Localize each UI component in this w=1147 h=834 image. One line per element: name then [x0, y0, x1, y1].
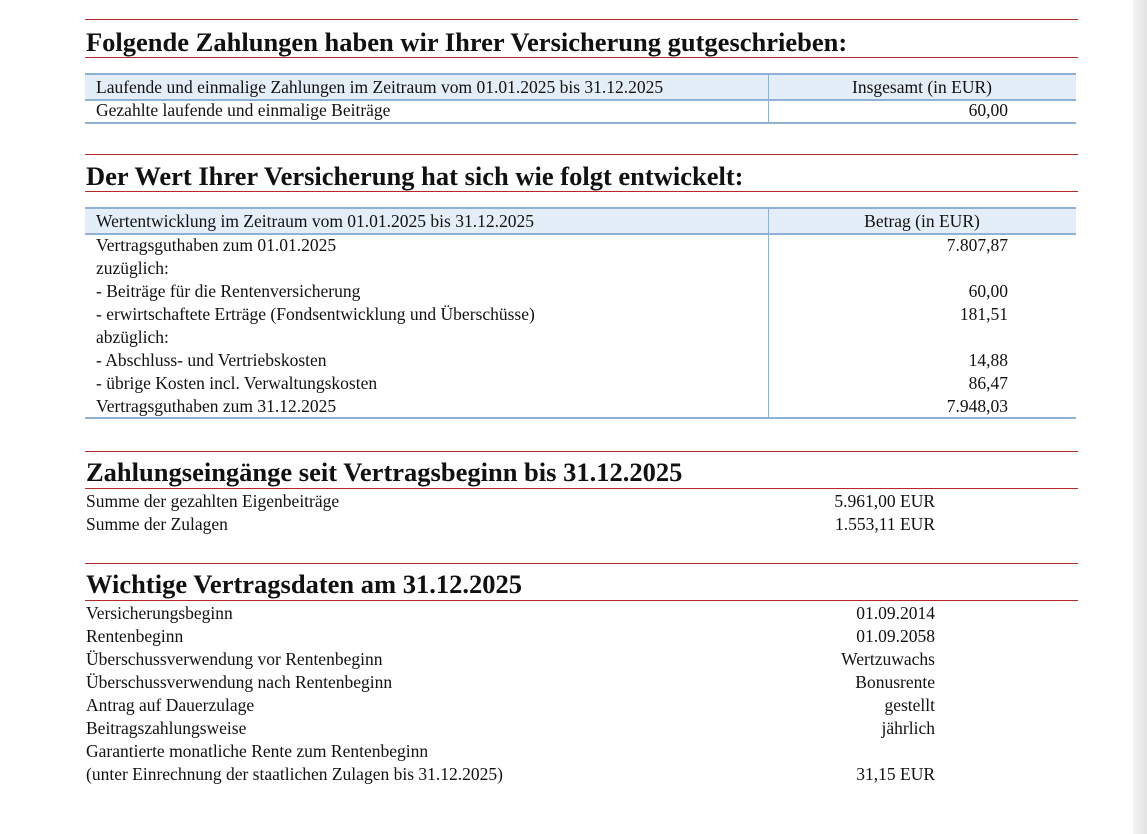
table-row: [85, 234, 1076, 257]
payments-table: [85, 73, 1076, 124]
payments-table-bottom-rule: [85, 122, 1076, 124]
section1-heading: Folgende Zahlungen haben wir Ihrer Versicherung gutgeschrieben:: [86, 27, 848, 57]
section3-rule-top: [85, 451, 1078, 452]
table-row: [85, 303, 1076, 326]
list-item: [86, 625, 936, 648]
table-row: [85, 280, 1076, 303]
section2-rule-bottom: [85, 191, 1078, 192]
item-label: Überschussverwendung vor Rentenbeginn: [86, 649, 383, 669]
list-item: [86, 602, 936, 625]
section1-rule-top: [85, 19, 1078, 20]
table-row: [85, 372, 1076, 395]
item-value: 5.961,00 EUR: [834, 491, 935, 511]
row-value: 181,51: [959, 304, 1008, 324]
list-item: [86, 490, 936, 513]
contract-data-list: [86, 602, 936, 786]
list-item: [86, 694, 936, 717]
list-item: [86, 513, 936, 536]
row-value: 60,00: [968, 100, 1008, 120]
row-label: Vertragsguthaben zum 31.12.2025: [96, 396, 337, 416]
value-table-bottom-rule: [85, 417, 1076, 419]
page-edge-shadow: [1133, 0, 1147, 834]
row-label: abzüglich:: [96, 327, 169, 347]
table-row: [85, 257, 1076, 280]
row-value: 60,00: [968, 281, 1008, 301]
list-item: [86, 740, 936, 763]
value-development-table: [85, 207, 1076, 419]
item-value: 01.09.2014: [856, 603, 935, 623]
payments-header-value: Insgesamt (in EUR): [852, 77, 992, 97]
row-value: 7.948,03: [946, 396, 1008, 416]
section1-rule-bottom: [85, 57, 1078, 58]
value-table-header: [85, 207, 1076, 235]
payments-table-header: [85, 73, 1076, 101]
item-label: Summe der Zulagen: [86, 514, 228, 534]
item-value: jährlich: [881, 718, 935, 738]
item-label: Überschussverwendung nach Rentenbeginn: [86, 672, 393, 692]
item-label: Beitragszahlungsweise: [86, 718, 247, 738]
item-value: gestellt: [884, 695, 935, 715]
section2-rule-top: [85, 154, 1078, 155]
value-header-value: Betrag (in EUR): [864, 211, 980, 231]
row-value: 86,47: [968, 373, 1008, 393]
section3-rule-bottom: [85, 488, 1078, 489]
table-row: [85, 99, 1076, 122]
item-value: 01.09.2058: [856, 626, 935, 646]
section4-rule-top: [85, 563, 1078, 564]
payments-header-label: Laufende und einmalige Zahlungen im Zeitraum vom 01.01.2025 bis 31.12.2025: [96, 77, 664, 97]
section2-heading: Der Wert Ihrer Versicherung hat sich wie folgt entwickelt:: [86, 161, 744, 191]
section4-heading: Wichtige Vertragsdaten am 31.12.2025: [86, 569, 522, 599]
list-item: [86, 671, 936, 694]
item-label: Antrag auf Dauerzulage: [86, 695, 255, 715]
row-label: zuzüglich:: [96, 258, 169, 278]
value-header-label: Wertentwicklung im Zeitraum vom 01.01.2025 bis 31.12.2025: [96, 211, 534, 231]
item-label: Rentenbeginn: [86, 626, 184, 646]
item-label: (unter Einrechnung der staatlichen Zulagen bis 31.12.2025): [86, 764, 503, 784]
item-label: Versicherungsbeginn: [86, 603, 233, 623]
table-row: [85, 395, 1076, 418]
payment-receipts-list: [86, 490, 936, 536]
row-value: 14,88: [968, 350, 1008, 370]
table-row: [85, 326, 1076, 349]
list-item: [86, 648, 936, 671]
row-value: 7.807,87: [946, 235, 1008, 255]
list-item: [86, 717, 936, 740]
list-item: [86, 763, 936, 786]
item-label: Summe der gezahlten Eigenbeiträge: [86, 491, 340, 511]
row-label: Vertragsguthaben zum 01.01.2025: [96, 235, 337, 255]
row-label: - übrige Kosten incl. Verwaltungskosten: [96, 373, 378, 393]
item-value: 1.553,11 EUR: [835, 514, 935, 534]
section3-heading: Zahlungseingänge seit Vertragsbeginn bis 31.12.2025: [86, 457, 683, 487]
table-row: [85, 349, 1076, 372]
item-value: 31,15 EUR: [856, 764, 935, 784]
row-label: - Beiträge für die Rentenversicherung: [96, 281, 361, 301]
item-value: Bonusrente: [855, 672, 935, 692]
row-label: - erwirtschaftete Erträge (Fondsentwicklung und Überschüsse): [96, 304, 535, 324]
item-value: Wertzuwachs: [841, 649, 935, 669]
row-label: - Abschluss- und Vertriebskosten: [96, 350, 327, 370]
section4-rule-bottom: [85, 600, 1078, 601]
row-label: Gezahlte laufende und einmalige Beiträge: [96, 100, 391, 120]
item-label: Garantierte monatliche Rente zum Rentenbeginn: [86, 741, 429, 761]
